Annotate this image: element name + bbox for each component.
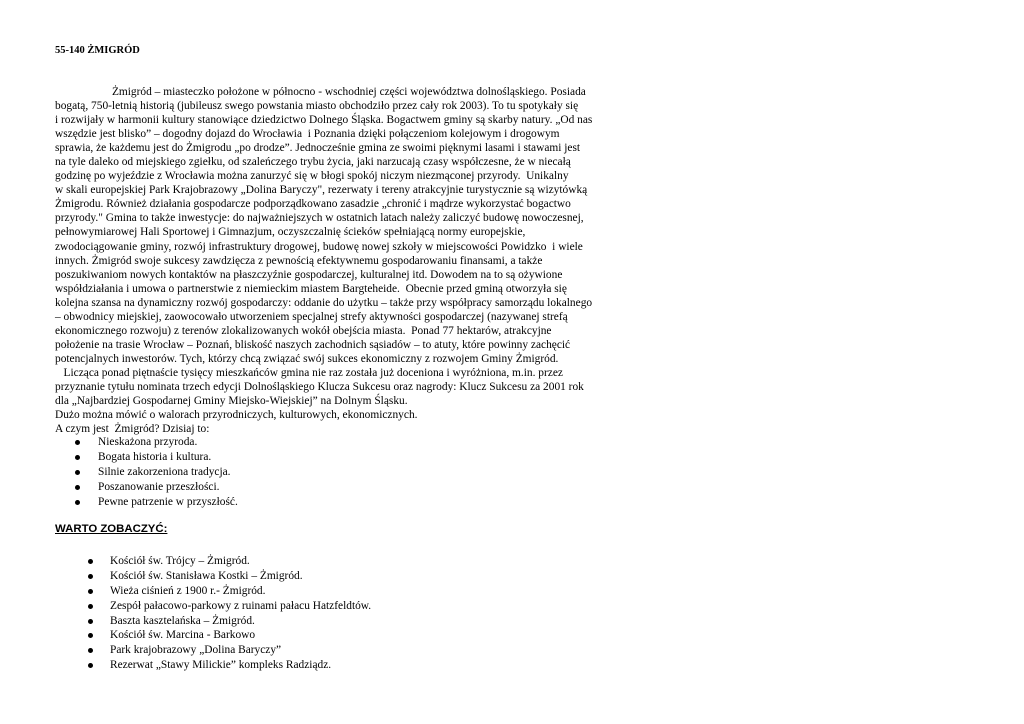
list-item-text: Nieskażona przyroda. (98, 436, 198, 448)
bullet-icon (88, 663, 93, 668)
list-item-text: Poszanowanie przeszłości. (98, 481, 220, 494)
paragraph-line: ekonomicznego rozwoju) z terenów zlokalizowanych wokół obejścia miasta. Ponad 77 hektarów, atrakcyjne (55, 324, 552, 337)
today-list (75, 435, 238, 510)
paragraph-line: innych. Żmigród swoje sukcesy zawdzięcza z pewnością efektywnemu gospodarowaniu finansami, a także (55, 254, 543, 267)
sight-list-item (88, 643, 371, 658)
sights-list (88, 554, 371, 673)
list-item-text: Rezerwat „Stawy Milickie” kompleks Radziądz. (110, 659, 332, 672)
today-list-item (75, 465, 238, 480)
list-item-text: Silnie zakorzeniona tradycja. (98, 466, 231, 479)
paragraph-line: położenie na trasie Wrocław – Poznań, bliskość naszych zachodnich sąsiadów – to atuty, które powinny zachęcić (55, 338, 571, 351)
sight-list-item (88, 569, 371, 584)
paragraph-line: przyznanie tytułu nominata trzech edycji Dolnośląskiego Klucza Sukcesu oraz nagrody: Klucz Sukcesu za 2001 rok (55, 380, 584, 393)
paragraph-line: Dużo można mówić o walorach przyrodniczych, kulturowych, ekonomicznych. (55, 409, 418, 422)
paragraph-line: Licząca ponad piętnaście tysięcy mieszkańców gmina nie raz została już doceniona i wyróżniona, m.in. przez (55, 366, 563, 379)
list-item-text: Kościół św. Stanisława Kostki – Żmigród. (110, 569, 303, 582)
sight-list-item (88, 628, 371, 643)
paragraph-line: wszędzie jest blisko” – dogodny dojazd do Wrocławia i Poznania dzięki połączeniom kolejowym i drogowym (55, 128, 560, 141)
paragraph-line: na tyle daleko od miejskiego zgiełku, od szaleńczego trybu życia, jaki narzucają czasy współczesne, że w niecałą (55, 156, 571, 169)
paragraph-line: bogatą, 750-letnią historią (jubileusz swego powstania miasto obchodziło przez cały rok 2003). To tu spotykały się (55, 100, 579, 113)
today-list-item (75, 495, 238, 510)
bullet-icon (88, 589, 93, 594)
list-item-text: Kościół św. Trójcy – Żmigród. (110, 555, 250, 567)
bullet-icon (88, 619, 93, 624)
bullet-icon (88, 559, 93, 564)
list-item-text: Park krajobrazowy „Dolina Baryczy” (110, 644, 282, 657)
paragraph-line: Żmigród – miasteczko położone w północno - wschodniej części województwa dolnośląskiego. Posiada (55, 86, 586, 98)
bullet-icon (75, 440, 80, 445)
bullet-icon (88, 633, 93, 638)
paragraph-line: w skali europejskiej Park Krajobrazowy „Dolina Baryczy", rezerwaty i tereny atrakcyjnie turystycznie są wizytówką (55, 184, 588, 197)
bullet-icon (88, 604, 93, 609)
bullet-icon (75, 470, 80, 475)
list-item-text: Kościół św. Marcina - Barkowo (110, 629, 256, 642)
paragraph-line: – obwodnicy miejskiej, zaowocowało utworzeniem specjalnej strefy aktywności gospodarczej (nazywanej strefą (55, 310, 568, 323)
paragraph-line: A czym jest Żmigród? Dzisiaj to: (55, 423, 210, 436)
paragraph-line: współdziałania i umowa o partnerstwie z niemieckim miastem Bargteheide. Obecnie przed gminą otworzyła się (55, 282, 567, 295)
today-list-item (75, 435, 238, 450)
paragraph-line: Żmigrodu. Również działania gospodarcze podporządkowano zasadzie „chronić i mądrze wykorzystać bogactwo (55, 198, 571, 211)
list-item-text: Wieża ciśnień z 1900 r.- Żmigród. (110, 584, 266, 597)
paragraph-line: pełnowymiarowej Hali Sportowej i Gimnazjum, oczyszczalnię ścieków spełniającą normy europejskie, (55, 226, 526, 239)
list-item-text: Baszta kasztelańska – Żmigród. (110, 614, 255, 627)
list-item-text: Pewne patrzenie w przyszłość. (98, 496, 238, 509)
bullet-icon (75, 500, 80, 505)
paragraph-line: przyrody." Gmina to także inwestycje: do najważniejszych w ostatnich latach należy zaliczyć budowę nowoczesnej, (55, 212, 584, 225)
today-list-item (75, 450, 238, 465)
paragraph-line: sprawia, że każdemu jest do Żmigrodu „po drodze”. Jednocześnie gmina ze swoimi pięknymi lasami i stawami jest (55, 142, 581, 155)
section-heading-warto-zobaczyc: WARTO ZOBACZYĆ: (55, 523, 168, 535)
bullet-icon (88, 574, 93, 579)
paragraph-line: zwodociągowanie gminy, rozwój infrastruktury drogowej, budowę nowej szkoły w miejscowości Powidzko i wiele (55, 240, 583, 253)
bullet-icon (75, 485, 80, 490)
paragraph-line: potencjalnych inwestorów. Tych, którzy chcą związać swój sukces ekonomiczny z rozwojem Gminy Żmigród. (55, 352, 559, 365)
paragraph-line: poszukiwaniom nowych kontaktów na płaszczyźnie gospodarczej, kulturalnej itd. Dowodem na to są ożywione (55, 268, 563, 281)
bullet-icon (75, 455, 80, 460)
paragraph-line: kolejna szansa na dynamiczny rozwój gospodarczy: oddanie do użytku – także przy współpracy samorządu lokalnego (55, 296, 593, 309)
sight-list-item (88, 554, 371, 569)
list-item-text: Zespół pałacowo-parkowy z ruinami pałacu Hatzfeldtów. (110, 599, 372, 612)
intro-paragraph (55, 85, 655, 436)
paragraph-line: i rozwijały w harmonii kultury stanowiące dziedzictwo Dolnego Śląska. Bogactwem gminy są skarby natury. „Od nas (55, 114, 593, 127)
paragraph-line: dla „Najbardziej Gospodarnej Gminy Miejsko-Wiejskiej” na Dolnym Śląsku. (55, 395, 408, 408)
paragraph-line: godzinę po wyjeździe z Wrocławia można zanurzyć się w błogi spokój niczym niezmąconej przyrody. Unikalny (55, 170, 569, 183)
today-list-item (75, 480, 238, 495)
sight-list-item (88, 599, 371, 614)
sight-list-item (88, 584, 371, 599)
list-item-text: Bogata historia i kultura. (98, 451, 212, 464)
bullet-icon (88, 648, 93, 653)
sight-list-item (88, 614, 371, 629)
sight-list-item (88, 658, 371, 673)
page-title: 55-140 ŻMIGRÓD (55, 45, 140, 56)
